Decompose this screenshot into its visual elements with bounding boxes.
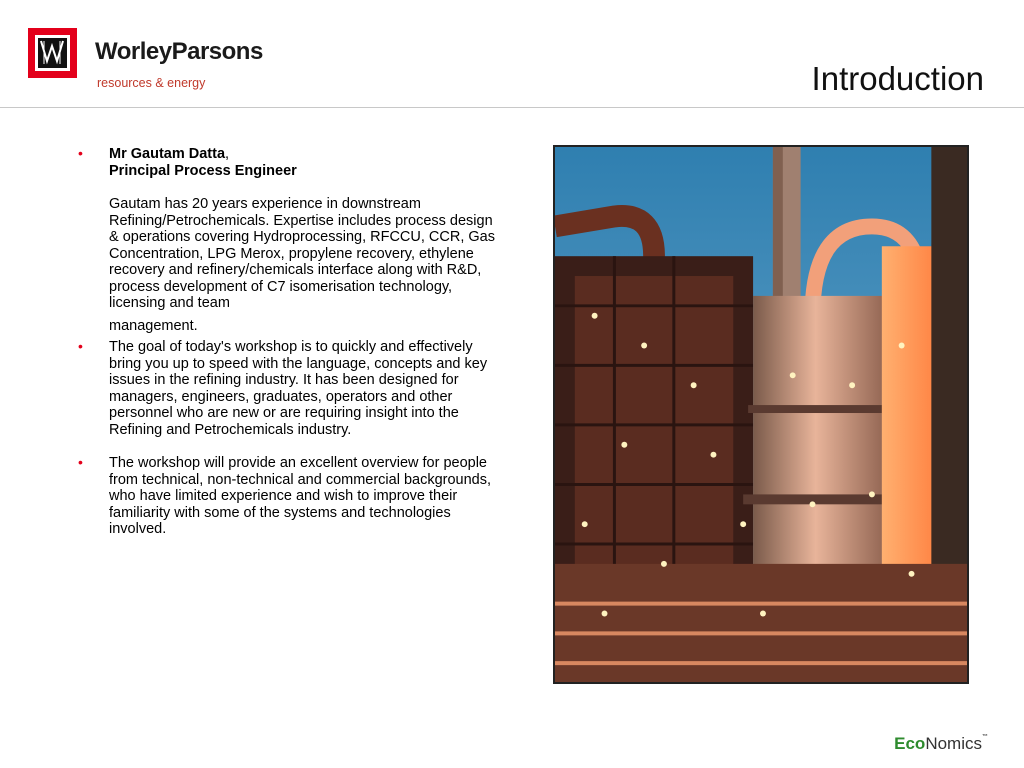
bullet-item-presenter bbox=[78, 146, 498, 334]
bullet-item-goal bbox=[78, 339, 498, 438]
presenter-bio-end: management. bbox=[109, 317, 198, 334]
presenter-name-suffix: , bbox=[225, 146, 230, 162]
bullet-item-overview bbox=[78, 455, 498, 538]
brand-tagline: resources & energy bbox=[97, 76, 206, 90]
presenter-bio: Gautam has 20 years experience in downstream Refining/Petrochemicals. Expertise includes process design & operations covering Hydroprocessing, RFCCU, CCR, Gas Concentration, LPG Merox, propylene recovery, ethylene recovery and refinery/chemicals interface along with R&D, process development of C7 isomerisation technology, licensing and team bbox=[109, 196, 495, 311]
bullet-list bbox=[78, 146, 498, 538]
economics-logo bbox=[894, 734, 988, 754]
economics-logo-nomics: Nomics bbox=[925, 734, 982, 753]
bullet-icon: • bbox=[78, 338, 83, 354]
goal-text: The goal of today's workshop is to quickly and effectively bring you up to speed with the language, concepts and key issues in the refining industry. It has been designed for managers, engineers, graduates, operators and other personnel who are new or are requiring insight into the Refining and Petrochemicals industry. bbox=[109, 339, 488, 438]
presenter-name: Mr Gautam Datta bbox=[109, 146, 226, 162]
bullet-icon: • bbox=[78, 145, 83, 161]
refinery-photo bbox=[553, 145, 969, 684]
header-divider bbox=[0, 107, 1024, 108]
bullet-icon: • bbox=[78, 454, 83, 470]
slide-title: Introduction bbox=[811, 60, 984, 98]
overview-text: The workshop will provide an excellent overview for people from technical, non-technical and commercial backgrounds, who have limited experience and wish to improve their familiarity with some of the systems and technologies involved. bbox=[109, 455, 492, 537]
presenter-role: Principal Process Engineer bbox=[109, 162, 297, 179]
brand-name: WorleyParsons bbox=[95, 38, 263, 65]
economics-logo-eco: Eco bbox=[894, 734, 926, 753]
worleyparsons-logo-icon bbox=[28, 28, 77, 78]
economics-logo-tm: ™ bbox=[982, 734, 988, 740]
